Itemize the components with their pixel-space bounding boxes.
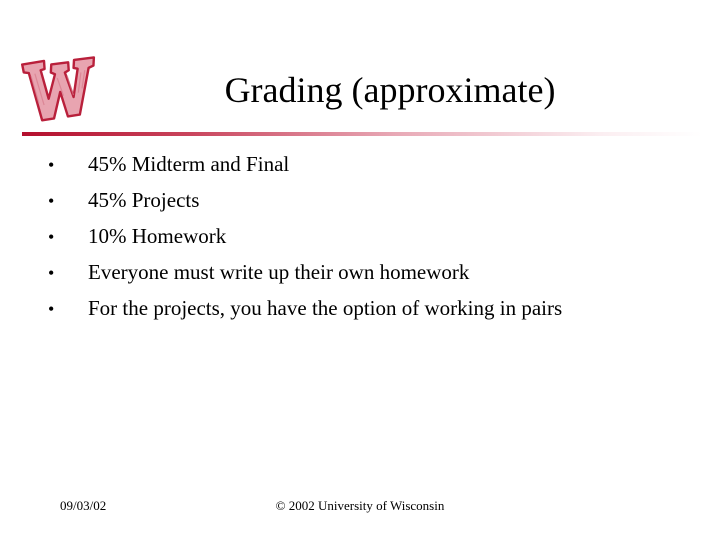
bullet-marker: • — [48, 191, 55, 211]
bullet-marker: • — [48, 155, 55, 175]
bullet-text: 45% Projects — [88, 188, 200, 212]
bullet-text: Everyone must write up their own homework — [88, 260, 470, 284]
bullet-text: For the projects, you have the option of working in pairs — [88, 296, 563, 320]
university-w-logo-icon — [18, 52, 100, 126]
logo-w-shape — [22, 57, 98, 121]
bullet-item — [48, 254, 562, 290]
title-divider — [22, 132, 702, 136]
bullet-item — [48, 146, 562, 182]
bullet-text: 10% Homework — [88, 224, 227, 248]
bullet-marker: • — [48, 227, 55, 247]
bullet-item — [48, 182, 562, 218]
bullet-list — [48, 146, 562, 326]
bullet-marker: • — [48, 263, 55, 283]
footer-date: 09/03/02 — [60, 498, 107, 513]
slide-title: Grading (approximate) — [224, 70, 556, 110]
bullet-item — [48, 218, 562, 254]
bullet-item — [48, 290, 562, 326]
bullet-text: 45% Midterm and Final — [88, 152, 290, 176]
footer-copyright: © 2002 University of Wisconsin — [275, 498, 445, 513]
bullet-marker: • — [48, 299, 55, 319]
